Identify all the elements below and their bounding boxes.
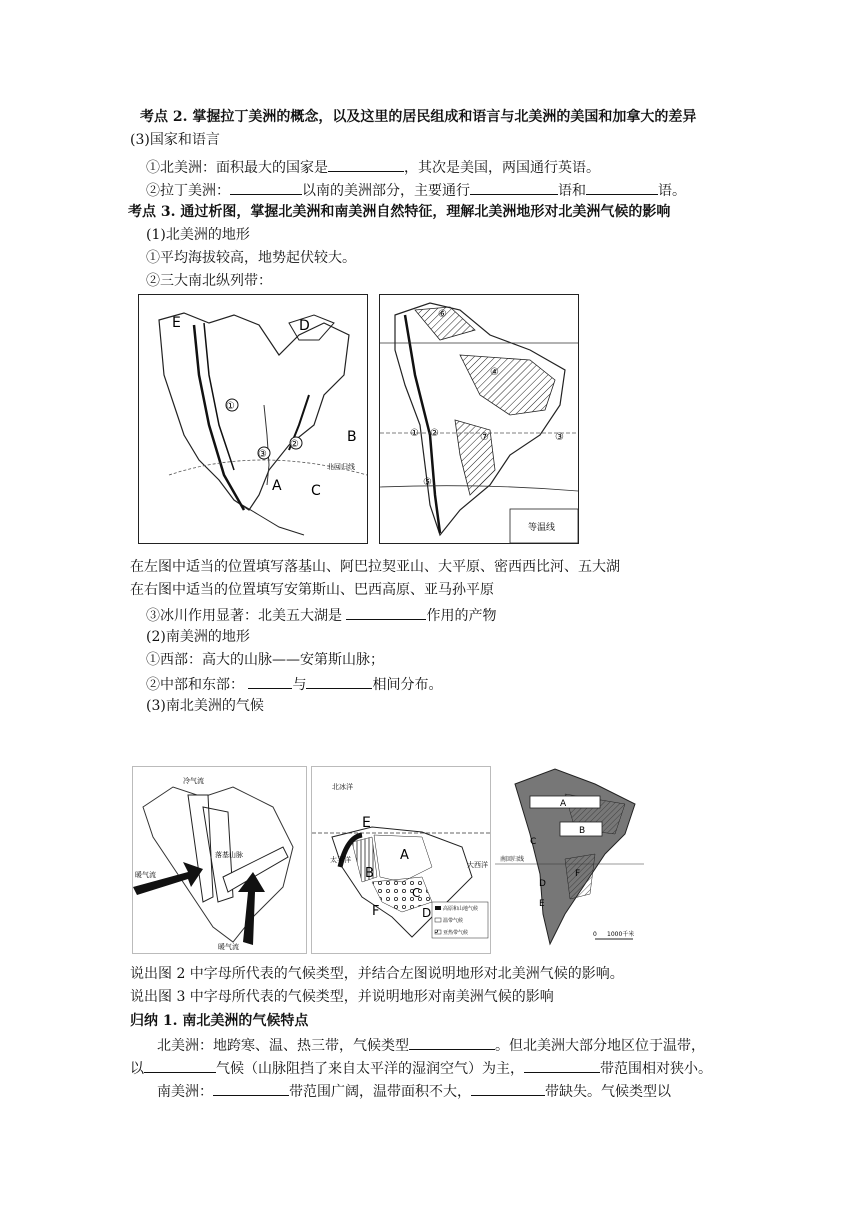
- north-america-climate-map: [311, 766, 491, 954]
- blank-field[interactable]: [470, 180, 558, 195]
- section3-item1: ①平均海拔较高，地势起伏较大。: [146, 250, 356, 266]
- blank-field[interactable]: [213, 1081, 289, 1096]
- blank-field[interactable]: [524, 1058, 600, 1073]
- blank-field[interactable]: [144, 1058, 216, 1073]
- map1-label-E: E: [172, 315, 181, 331]
- map5-label-C: C: [530, 837, 537, 847]
- map4-label-F: F: [372, 904, 380, 919]
- map5-label-D: D: [539, 879, 546, 889]
- section2-sub: (3)国家和语言: [130, 132, 220, 148]
- map4-legend-temperate: 温带气候: [443, 918, 464, 924]
- section3-item2: ②三大南北纵列带：: [146, 273, 272, 289]
- map2-label-4: ④: [490, 367, 499, 378]
- section3-sub1: (1)北美洲的地形: [146, 227, 250, 243]
- section3-mid: ②中部和东部： 与 相间分布。: [146, 674, 442, 694]
- map5-scale-zero: 0: [593, 931, 597, 938]
- question-2: 说出图 3 中字母所代表的气候类型，并说明地形对南美洲气候的影响: [130, 989, 554, 1005]
- blank-field[interactable]: [306, 674, 372, 689]
- section3-sub2: (2)南美洲的地形: [146, 629, 250, 645]
- summary-sa-line: 南美洲： 带范围广阔，温带面积不大， 带缺失。气候类型以: [157, 1081, 671, 1101]
- blank-field[interactable]: [328, 157, 404, 172]
- south-america-landform-map: [379, 294, 579, 544]
- section3-heading: 考点 3. 通过析图，掌握北美洲和南美洲自然特征，理解北美洲地形对北美洲气候的影响: [128, 204, 671, 220]
- map3-label-warm1: 暖气流: [135, 871, 156, 879]
- map1-label-D: D: [299, 318, 310, 334]
- air-current-map: [132, 766, 307, 954]
- map4-label-C: C: [412, 886, 421, 900]
- map1-label-1: ①: [226, 401, 235, 412]
- map4-legend-highland: 高原和山地气候: [443, 906, 479, 912]
- blank-field[interactable]: [409, 1035, 495, 1050]
- section2-line1: ①北美洲：面积最大的国家是 ，其次是美国，两国通行英语。: [146, 157, 600, 177]
- summary-na-line2: 以 气候（山脉阻挡了来自太平洋的湿润空气）为主， 带范围相对狭小。: [130, 1058, 712, 1078]
- blank-field[interactable]: [248, 674, 292, 689]
- map5-label-B: B: [579, 826, 586, 836]
- map5-label-F: F: [575, 869, 581, 879]
- map1-label-3: ③: [258, 449, 267, 460]
- task-left: 在左图中适当的位置填写落基山、阿巴拉契亚山、大平原、密西西比河、五大湖: [130, 559, 620, 575]
- map5-label-tropic: 南回归线: [500, 856, 525, 863]
- section2-line2: ②拉丁美洲： 以南的美洲部分，主要通行 语和 语。: [146, 180, 686, 200]
- map3-label-rockies: 落基山脉: [215, 851, 243, 859]
- map1-label-A: A: [272, 478, 282, 494]
- section3-sub3: (3)南北美洲的气候: [146, 698, 264, 714]
- map4-label-E: E: [362, 815, 371, 831]
- map4-label-D: D: [422, 906, 432, 920]
- map2-label-7: ⑦: [480, 432, 489, 443]
- blank-field[interactable]: [471, 1081, 545, 1096]
- map2-label-1: ①: [410, 428, 419, 439]
- map2-label-3: ③: [555, 432, 564, 443]
- section3-west: ①西部：高大的山脉——安第斯山脉；: [146, 652, 384, 668]
- map1-label-tropic: 北回归线: [327, 463, 355, 471]
- map1-label-2: ②: [290, 439, 299, 450]
- north-america-landform-map: [138, 294, 368, 544]
- summary-heading: 归纳 1. 南北美洲的气候特点: [130, 1013, 309, 1029]
- blank-field[interactable]: [230, 180, 302, 195]
- blank-field[interactable]: [586, 180, 658, 195]
- map2-label-isotherm: 等温线: [528, 523, 556, 533]
- map5-label-E: E: [539, 899, 545, 909]
- section3-item3: ③冰川作用显著：北美五大湖是 作用的产物: [146, 605, 496, 625]
- map4-legend-subtropical: 亚热带气候: [443, 930, 469, 936]
- map5-label-A: A: [560, 799, 567, 809]
- map2-label-6: ⑥: [438, 309, 447, 320]
- summary-na-line1: 北美洲：地跨寒、温、热三带，气候类型 。但北美洲大部分地区位于温带，: [157, 1035, 705, 1055]
- map4-label-arctic: 北冰洋: [332, 783, 353, 791]
- map3-label-cold: 冷气流: [183, 777, 204, 785]
- question-1: 说出图 2 中字母所代表的气候类型，并结合左图说明地形对北美洲气候的影响。: [130, 966, 624, 982]
- map2-label-2: ②: [430, 428, 439, 439]
- task-right: 在右图中适当的位置填写安第斯山、巴西高原、亚马孙平原: [130, 582, 494, 598]
- south-america-climate-map: [495, 764, 644, 950]
- blank-field[interactable]: [346, 605, 426, 620]
- map1-label-B: B: [347, 429, 357, 445]
- map4-label-A: A: [400, 848, 409, 863]
- map4-label-B: B: [365, 866, 374, 881]
- map5-scale-km: 1000千米: [607, 931, 635, 938]
- map4-label-pacific: 太平洋: [330, 856, 351, 864]
- map3-label-warm2: 暖气流: [218, 943, 239, 951]
- map1-label-C: C: [311, 483, 321, 499]
- map4-label-atlantic: 大西洋: [467, 861, 488, 869]
- map2-label-5: ⑤: [423, 477, 432, 488]
- section2-heading: 考点 2. 掌握拉丁美洲的概念，以及这里的居民组成和语言与北美洲的美国和加拿大的差异: [140, 109, 697, 125]
